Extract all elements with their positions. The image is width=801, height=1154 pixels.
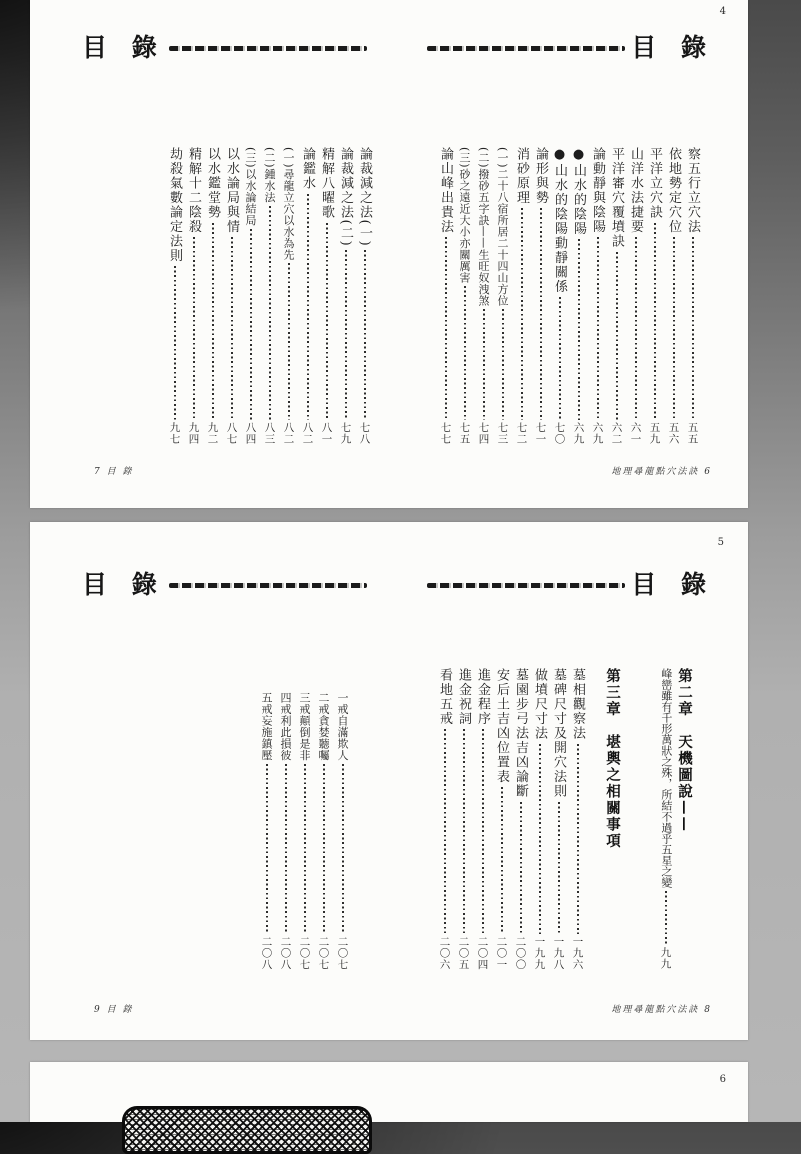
- toc-title-right: 目 錄: [631, 570, 714, 599]
- dotted-leader: [326, 223, 328, 421]
- toc-entry-page-number: 一九六: [571, 935, 584, 970]
- toc-entry-page-number: 七三: [496, 422, 509, 445]
- dotted-leader: [285, 764, 287, 934]
- dotted-leader: [288, 263, 290, 420]
- toc-header: [82, 33, 714, 63]
- toc-entry-page-number: 二〇一: [495, 935, 508, 970]
- toc-entry-title: 論形與勢: [533, 147, 548, 205]
- toc-entry-title: 做墳尺寸法: [532, 668, 547, 741]
- toc-entry: [677, 668, 692, 970]
- toc-entry: [243, 147, 258, 445]
- dotted-leader: [559, 297, 561, 420]
- toc-entry-title: 平洋立穴訣: [647, 147, 662, 220]
- toc-entry: [300, 147, 315, 445]
- spine-gap: [371, 48, 423, 49]
- toc-title-left: 目 錄: [82, 33, 165, 62]
- dotted-leader: [231, 237, 233, 420]
- dotted-leader: [212, 223, 214, 421]
- folio-left: 7 目 錄: [94, 467, 134, 477]
- toc-entry-title: (三)以水論結局: [244, 147, 257, 226]
- dotted-leader: [345, 250, 347, 420]
- toc-entry-page-number: 二〇五: [457, 935, 470, 970]
- toc-entry: [590, 147, 605, 445]
- toc-entry-title: 墓相觀察法: [570, 668, 585, 741]
- toc-entry: [457, 147, 472, 445]
- toc-entry: [609, 147, 624, 445]
- toc-entry-page-number: 二〇七: [298, 935, 311, 970]
- dashed-rule-right: [427, 583, 625, 588]
- sheet-number: 4: [719, 6, 726, 17]
- dotted-leader: [364, 250, 366, 420]
- toc-entry-page-number: 七五: [458, 422, 471, 445]
- dotted-leader: [673, 237, 675, 420]
- toc-entry-title: 墓園步弓法吉凶論斷: [513, 668, 528, 799]
- dotted-leader: [558, 802, 560, 934]
- toc-entry: [437, 668, 452, 970]
- dotted-leader: [654, 223, 656, 421]
- toc-entry: [205, 147, 220, 445]
- toc-entry-page-number: 九四: [187, 422, 200, 445]
- toc-entry-title: 平洋審穴覆墳訣: [609, 147, 624, 249]
- dotted-leader: [266, 764, 268, 934]
- dotted-leader: [445, 237, 447, 420]
- toc-entry: [494, 668, 509, 970]
- toc-entry-page-number: 七二: [515, 422, 528, 445]
- folio-left: 9 目 錄: [94, 1005, 134, 1015]
- dotted-leader: [304, 764, 306, 934]
- toc-entry-title: 以水鑑堂勢: [205, 147, 220, 220]
- toc-entry-title: 第三章 堪輿之相關事項: [604, 668, 621, 850]
- toc-entry-page-number: 七一: [534, 422, 547, 445]
- toc-entry-title: 進金程序: [475, 668, 490, 726]
- dotted-leader: [616, 252, 618, 421]
- toc-header: [82, 570, 714, 600]
- toc-entry-title: 論鑑水: [300, 147, 315, 191]
- dotted-leader: [520, 802, 522, 934]
- toc-entry-title: 論動靜與陰陽: [590, 147, 605, 234]
- toc-entry: [495, 147, 510, 445]
- folio-right: 地理尋龍點穴法訣 6: [611, 467, 712, 477]
- toc-entry: [605, 668, 620, 970]
- dotted-leader: [342, 764, 344, 934]
- toc-entry: [551, 668, 566, 970]
- toc-entry-title: (二)鍾水法: [263, 147, 276, 203]
- toc-entry: [262, 147, 277, 445]
- toc-entry-title: 以水論局與情: [224, 147, 239, 234]
- toc-entry-page-number: 八四: [244, 422, 257, 445]
- toc-entry-page-number: 八二: [282, 422, 295, 445]
- toc-entry-page-number: 七八: [358, 422, 371, 445]
- toc-entry: [186, 147, 201, 445]
- toc-entry: [666, 147, 681, 445]
- toc-entry: [338, 147, 353, 445]
- toc-entry-page-number: 五六: [667, 422, 680, 445]
- scanned-page-6: [30, 1062, 748, 1122]
- toc-entry-page-number: 五五: [686, 422, 699, 445]
- toc-entry-page-number: 八三: [263, 422, 276, 445]
- toc-entries-book-page-9: [259, 692, 350, 970]
- toc-entry-title: 三戒顛倒是非: [298, 692, 311, 761]
- toc-entries-book-page-6: [438, 147, 700, 445]
- dotted-leader: [692, 237, 694, 420]
- toc-entry: [647, 147, 662, 445]
- toc-entry-title: 依地勢定穴位: [666, 147, 681, 234]
- toc-entry-title: 峰巒雖有千形萬狀之殊，所結不過乎五星之變: [659, 668, 673, 888]
- toc-entry: [476, 147, 491, 445]
- dotted-leader: [597, 237, 599, 420]
- dashed-rule-left: [169, 46, 367, 51]
- toc-entry: [552, 147, 567, 445]
- dotted-leader: [540, 208, 542, 420]
- toc-entry-title: 第二章 天機圖說——: [676, 668, 693, 833]
- toc-entry-page-number: 七四: [477, 422, 490, 445]
- toc-entry-title: 消砂原理: [514, 147, 529, 205]
- toc-entry-page-number: 八七: [225, 422, 238, 445]
- toc-entry-page-number: 五九: [648, 422, 661, 445]
- dotted-leader: [521, 208, 523, 420]
- toc-entry-title: 論裁減之法(二): [338, 147, 353, 248]
- toc-entry-page-number: 六一: [629, 422, 642, 445]
- toc-entry-title: 精解八曜歌: [319, 147, 334, 220]
- dotted-leader: [463, 729, 465, 934]
- toc-entry-title: 安后土吉凶位置表: [494, 668, 509, 784]
- toc-entry-page-number: 七九: [339, 422, 352, 445]
- toc-entry: [319, 147, 334, 445]
- sheet-number: 6: [719, 1074, 726, 1085]
- toc-entry-title: 論山峰出貴法: [438, 147, 453, 234]
- toc-entry-page-number: 二〇八: [279, 935, 292, 970]
- dotted-leader: [483, 309, 485, 420]
- toc-entry-page-number: 一九八: [552, 935, 565, 970]
- toc-entry-title: ●山水的陰陽: [571, 147, 586, 236]
- toc-entry-page-number: 七七: [439, 422, 452, 445]
- sheet-number: 5: [717, 537, 724, 548]
- toc-entry-title: (三)砂之遠近大小亦關厲害: [458, 147, 471, 284]
- toc-entry-page-number: 六二: [610, 422, 623, 445]
- dotted-leader: [539, 744, 541, 934]
- dotted-leader: [501, 787, 503, 934]
- toc-entry: [475, 668, 490, 970]
- toc-entry-page-number: 二〇七: [317, 935, 330, 970]
- toc-entry: [167, 147, 182, 445]
- toc-entry-title: 四戒利此損彼: [279, 692, 292, 761]
- dashed-rule-right: [427, 46, 625, 51]
- dotted-leader: [482, 729, 484, 934]
- toc-entry: [456, 668, 471, 970]
- dashed-rule-left: [169, 583, 367, 588]
- toc-entry-title: 山洋水法捷要: [628, 147, 643, 234]
- dotted-leader: [307, 194, 309, 421]
- toc-entry: [278, 692, 293, 970]
- toc-entry-page-number: 二〇六: [438, 935, 451, 970]
- mound-diagram-top: [122, 1106, 372, 1154]
- toc-entry-page-number: 二〇七: [336, 935, 349, 970]
- toc-entry-title: 進金祝詞: [456, 668, 471, 726]
- toc-title-right: 目 錄: [631, 33, 714, 62]
- dotted-leader: [578, 239, 580, 420]
- toc-entry-page-number: 七〇: [553, 422, 566, 445]
- scanned-page-5: [30, 522, 748, 1040]
- toc-entry: [532, 668, 547, 970]
- toc-entry-title: 看地五戒: [437, 668, 452, 726]
- toc-entry: [514, 147, 529, 445]
- toc-entry-title: 五戒妄施鎮壓: [260, 692, 273, 761]
- toc-entry-title: 精解十二陰殺: [186, 147, 201, 234]
- toc-entry-page-number: 二〇四: [476, 935, 489, 970]
- toc-entries-book-page-8: [437, 668, 692, 970]
- dotted-leader: [174, 266, 176, 420]
- folio-right: 地理尋龍點穴法訣 8: [611, 1005, 712, 1015]
- toc-entry-title: (二)撥砂五字訣——生旺奴洩煞: [477, 147, 490, 307]
- toc-entry: [571, 147, 586, 445]
- toc-entry-page-number: 九七: [168, 422, 181, 445]
- toc-entry-page-number: 八一: [320, 422, 333, 445]
- toc-entry-page-number: 九二: [206, 422, 219, 445]
- toc-entry-page-number: 九九: [659, 947, 672, 970]
- toc-entry: [533, 147, 548, 445]
- toc-entries-book-page-7: [167, 147, 372, 445]
- toc-title-left: 目 錄: [82, 570, 165, 599]
- spine-gap: [371, 585, 423, 586]
- toc-entry-title: 一戒自滿欺人: [336, 692, 349, 761]
- dotted-leader: [323, 764, 325, 934]
- toc-entry-title: 察五行立穴法: [685, 147, 700, 234]
- toc-entry: [335, 692, 350, 970]
- dotted-leader: [193, 237, 195, 420]
- dotted-leader: [250, 229, 252, 420]
- toc-entry: [281, 147, 296, 445]
- toc-entry-title: 墓碑尺寸及開穴法則: [551, 668, 566, 799]
- toc-entry: [357, 147, 372, 445]
- dotted-leader: [269, 206, 271, 420]
- dotted-leader: [577, 744, 579, 934]
- toc-entry: [628, 147, 643, 445]
- toc-entry-title: ●山水的陰陽動靜關係: [552, 147, 567, 294]
- toc-entry: [513, 668, 528, 970]
- toc-entry-page-number: 二〇八: [260, 935, 273, 970]
- toc-entry-title: 二戒貪婪聽囑: [317, 692, 330, 761]
- toc-entry-title: (一)尋龍立穴以水為先: [282, 147, 295, 261]
- toc-entry-title: 論裁減之法(一): [357, 147, 372, 248]
- dotted-leader: [464, 286, 466, 420]
- dotted-leader: [665, 891, 667, 945]
- toc-entry-title: 劫殺氣數論定法則: [167, 147, 182, 263]
- toc-entry-page-number: 八二: [301, 422, 314, 445]
- dotted-leader: [502, 309, 504, 420]
- toc-entry: [259, 692, 274, 970]
- dotted-leader: [635, 237, 637, 420]
- toc-entry-page-number: 二〇〇: [514, 935, 527, 970]
- toc-entry: [438, 147, 453, 445]
- toc-entry-page-number: 六九: [572, 422, 585, 445]
- toc-entry-page-number: 六九: [591, 422, 604, 445]
- toc-entry: [224, 147, 239, 445]
- toc-entry: [570, 668, 585, 970]
- toc-entry: [316, 692, 331, 970]
- scanned-page-4: [30, 0, 748, 508]
- toc-entry-title: (一)二十八宿所居二十四山方位: [496, 147, 509, 307]
- toc-entry: [297, 692, 312, 970]
- toc-entry: [685, 147, 700, 445]
- toc-entry-page-number: 一九九: [533, 935, 546, 970]
- toc-entry: [658, 668, 673, 970]
- dotted-leader: [444, 729, 446, 934]
